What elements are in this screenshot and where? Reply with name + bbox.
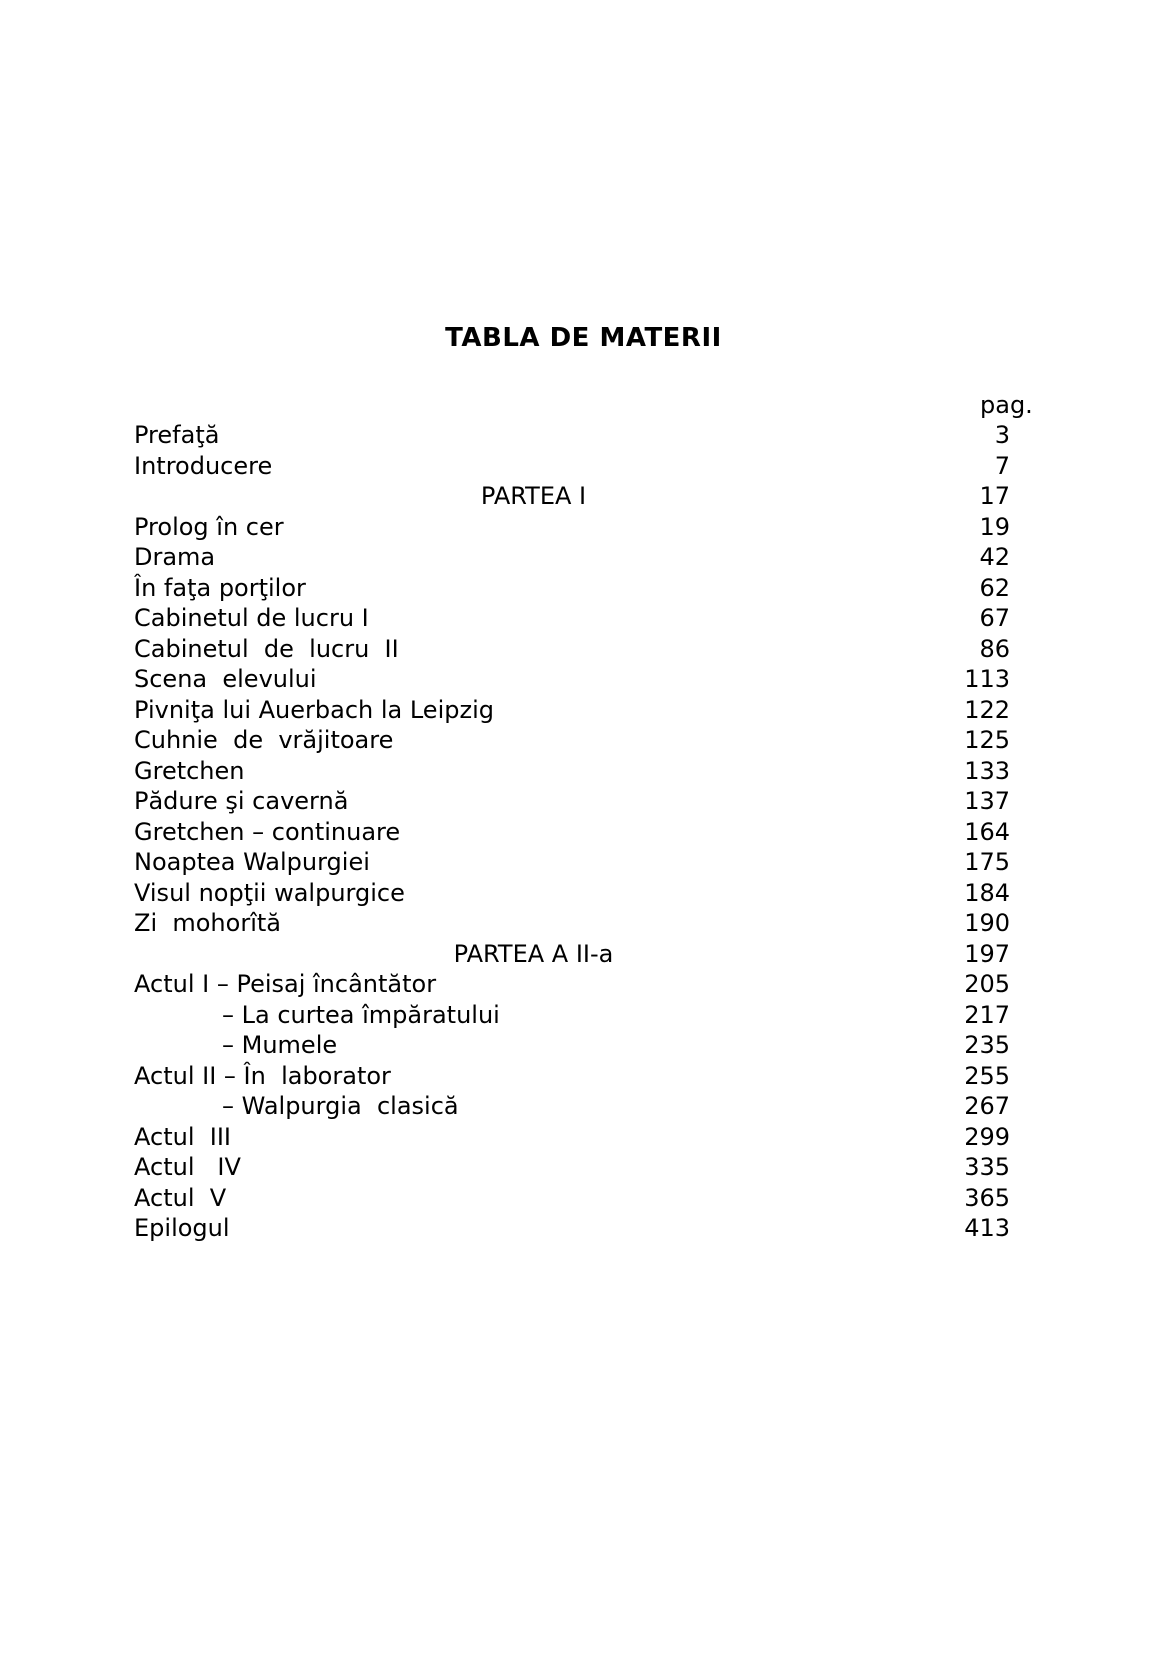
toc-entry [0, 817, 1167, 848]
toc-entry-title: – La curtea împăratului [222, 1000, 500, 1029]
page-title: TABLA DE MATERII [445, 323, 722, 353]
toc-entry-page-number: 205 [964, 970, 1010, 998]
toc-part-heading [0, 481, 1167, 512]
toc-entry-title: PARTEA A II-a [453, 939, 614, 968]
toc-entry [0, 1183, 1167, 1214]
toc-entry [0, 1122, 1167, 1153]
toc-entry [0, 664, 1167, 695]
toc-entry [0, 908, 1167, 939]
toc-entry-page-number: 62 [979, 573, 1010, 602]
toc-entry-title: – Walpurgia clasică [222, 1092, 459, 1120]
toc-entry-title: Actul I – Peisaj încântător [134, 970, 437, 998]
toc-entry-title: Prefaţă [134, 421, 220, 449]
toc-entry-page-number: 335 [964, 1153, 1010, 1181]
toc-entry-title: Actul V [134, 1183, 227, 1212]
toc-entry-title: În faţa porţilor [134, 573, 306, 602]
toc-entry [0, 1000, 1167, 1031]
toc-entry [0, 573, 1167, 604]
toc-entry [0, 786, 1167, 817]
toc-part-heading [0, 939, 1167, 970]
toc-entry-page-number: 17 [979, 482, 1010, 510]
toc-entry-page-number: 19 [979, 512, 1010, 541]
toc-entry-title: Noaptea Walpurgiei [134, 848, 370, 876]
toc-entry-title: Epilogul [134, 1214, 230, 1242]
toc-entry [0, 969, 1167, 1000]
page-column-header: pag. [980, 391, 1033, 419]
toc-entry-title: Cabinetul de lucru II [134, 634, 399, 663]
toc-entry-title: Actul III [134, 1122, 231, 1151]
toc-entry [0, 695, 1167, 726]
toc-entry-page-number: 137 [964, 787, 1010, 815]
toc-entry-title: – Mumele [222, 1031, 338, 1059]
toc-entry-title: Pădure şi cavernă [134, 787, 349, 815]
toc-entry-page-number: 86 [979, 634, 1010, 663]
toc-entry-page-number: 133 [964, 756, 1010, 785]
toc-entry-title: Actul II – În laborator [134, 1061, 391, 1090]
toc-entry [0, 542, 1167, 573]
toc-entry-page-number: 184 [964, 878, 1010, 907]
toc-entry-page-number: 67 [979, 604, 1010, 632]
toc-entry-title: Cuhnie de vrăjitoare [134, 726, 394, 754]
toc-entry-title: Introducere [134, 451, 273, 480]
toc-entry-title: Gretchen – continuare [134, 817, 401, 846]
toc-entry-title: Gretchen [134, 756, 245, 785]
toc-entry-page-number: 190 [964, 909, 1010, 937]
toc-entry [0, 756, 1167, 787]
toc-entry-title: Zi mohorîtă [134, 909, 281, 937]
toc-entry-page-number: 122 [964, 695, 1010, 724]
toc-entry-page-number: 235 [964, 1031, 1010, 1059]
toc-entry-page-number: 164 [964, 817, 1010, 846]
toc-entry-page-number: 7 [994, 451, 1010, 480]
toc-entry [0, 1213, 1167, 1244]
toc-entry-page-number: 267 [964, 1092, 1010, 1120]
toc-entry [0, 725, 1167, 756]
toc-entry [0, 634, 1167, 665]
toc-entry [0, 420, 1167, 451]
toc-entry-title: Drama [134, 543, 216, 571]
toc-entry-page-number: 413 [964, 1214, 1010, 1242]
toc-entry [0, 603, 1167, 634]
toc-entry-title: Prolog în cer [134, 512, 284, 541]
toc-entry-title: Actul IV [134, 1153, 241, 1181]
toc-entry-title: Scena elevului [134, 665, 317, 693]
toc-entry [0, 1091, 1167, 1122]
toc-entry-title: Visul nopţii walpurgice [134, 878, 405, 907]
toc-entry-page-number: 3 [994, 421, 1010, 449]
toc-entry [0, 878, 1167, 909]
toc-entry-page-number: 255 [964, 1061, 1010, 1090]
toc-entry [0, 1061, 1167, 1092]
toc-entry [0, 847, 1167, 878]
toc-entry-page-number: 42 [979, 543, 1010, 571]
toc-entry-page-number: 125 [964, 726, 1010, 754]
toc-entry-page-number: 113 [964, 665, 1010, 693]
toc-entry [0, 1152, 1167, 1183]
toc-entry-page-number: 299 [964, 1122, 1010, 1151]
toc-entry [0, 451, 1167, 482]
toc-entry-title: PARTEA I [480, 482, 587, 510]
toc-entry-page-number: 197 [964, 939, 1010, 968]
table-of-contents [0, 420, 1167, 1244]
toc-entry-title: Cabinetul de lucru I [134, 604, 369, 632]
toc-entry [0, 512, 1167, 543]
toc-entry-page-number: 365 [964, 1183, 1010, 1212]
toc-entry [0, 1030, 1167, 1061]
toc-entry-title: Pivniţa lui Auerbach la Leipzig [134, 695, 494, 724]
toc-entry-page-number: 175 [964, 848, 1010, 876]
toc-entry-page-number: 217 [964, 1000, 1010, 1029]
